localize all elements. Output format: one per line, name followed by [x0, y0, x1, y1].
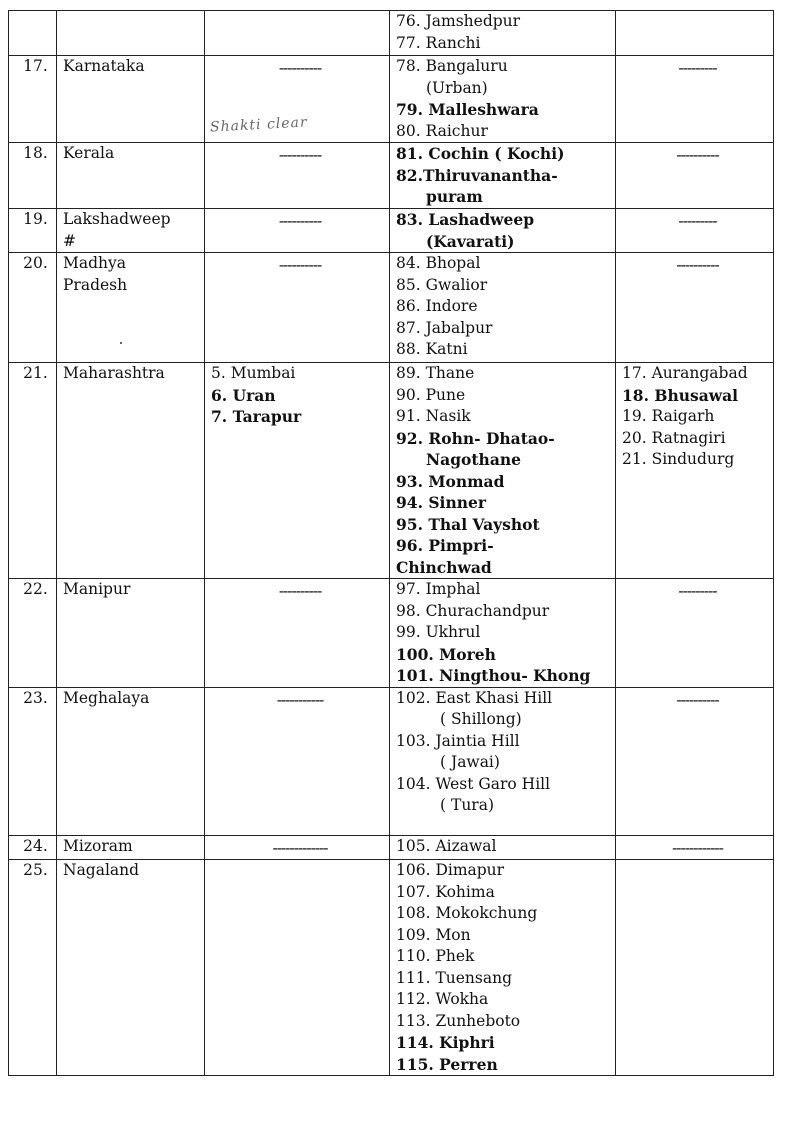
list-item: 95. Thal Vayshot: [396, 514, 540, 534]
state-name: Mizoram: [63, 836, 133, 855]
list-item: 109. Mon: [396, 925, 471, 944]
list-item: 85. Gwalior: [396, 275, 488, 294]
column-5-cell: [616, 11, 774, 56]
list-item: 5. Mumbai: [211, 364, 296, 382]
nil-dash: ---------: [678, 582, 717, 600]
serial-number-cell: [9, 11, 57, 56]
list-item: Chinchwad: [396, 557, 492, 577]
list-item: 112. Wokha: [396, 990, 489, 1008]
list-item: 97. Imphal: [396, 580, 481, 598]
list-item: 96. Pimpri-: [396, 536, 494, 555]
list-item: 76. Jamshedpur: [396, 12, 521, 30]
list-item: 104. West Garo Hill: [396, 774, 551, 793]
state-name-cell: [57, 143, 205, 209]
table-row: [9, 253, 774, 363]
column-5-cell: [616, 143, 774, 209]
serial-number: 19.: [23, 210, 48, 228]
serial-number: 18.: [23, 144, 48, 162]
list-item: 105. Aizawal: [396, 836, 497, 855]
list-item: (Urban): [426, 78, 488, 97]
district-list-cell: [390, 11, 616, 56]
list-item: 83. Lashadweep: [396, 210, 535, 229]
serial-number: 23.: [23, 688, 48, 707]
nil-dash: ----------: [278, 256, 322, 274]
handwritten-scribble: Shakti clear: [209, 114, 308, 136]
serial-number-cell: [9, 579, 57, 688]
column-3-cell: [205, 11, 390, 56]
list-item: 7. Tarapur: [211, 407, 302, 426]
nil-dash: ----------: [278, 146, 322, 164]
serial-number-cell: [9, 363, 57, 579]
column-3-cell: [205, 687, 390, 835]
column-3-cell: [205, 835, 390, 860]
list-item: 81. Cochin ( Kochi): [396, 144, 565, 163]
district-list-cell: [390, 363, 616, 579]
state-name: Madhya: [63, 254, 127, 272]
list-item: 90. Pune: [396, 385, 466, 404]
list-item: ( Jawai): [440, 753, 500, 771]
list-item: 79. Malleshwara: [396, 100, 539, 119]
list-item: 111. Tuensang: [396, 968, 513, 987]
nil-dash: ----------: [278, 212, 322, 230]
serial-number: 17.: [23, 57, 48, 75]
state-name-cell: [57, 209, 205, 253]
serial-number-cell: [9, 687, 57, 835]
table-row: [9, 56, 774, 143]
table-row: [9, 579, 774, 688]
column-5-cell: [616, 579, 774, 688]
list-item: ( Shillong): [440, 710, 522, 728]
list-item: 17. Aurangabad: [622, 364, 748, 382]
list-item: 91. Nasik: [396, 407, 471, 425]
list-item: 114. Kiphri: [396, 1033, 495, 1052]
state-name: Manipur: [63, 580, 131, 598]
list-item: 6. Uran: [211, 385, 276, 405]
nil-dash: ----------: [278, 59, 322, 77]
list-item: 98. Churachandpur: [396, 601, 550, 620]
list-item: 99. Ukhrul: [396, 623, 481, 641]
list-item: 80. Raichur: [396, 121, 488, 140]
state-district-table: [8, 10, 774, 1076]
nil-dash: ----------: [676, 690, 719, 709]
nil-dash: ----------: [676, 146, 719, 164]
nil-dash: ----------: [278, 582, 322, 600]
district-list-cell: [390, 253, 616, 363]
state-name: Kerala: [63, 144, 115, 162]
column-3-cell: [205, 579, 390, 688]
district-list-cell: [390, 579, 616, 688]
list-item: 100. Moreh: [396, 644, 496, 664]
list-item: 77. Ranchi: [396, 33, 481, 52]
state-name-cell: [57, 363, 205, 579]
list-item: 18. Bhusawal: [622, 385, 739, 405]
table-row: [9, 363, 774, 579]
serial-number-cell: [9, 143, 57, 209]
serial-number: 24.: [23, 836, 48, 855]
state-name-cell: [57, 579, 205, 688]
list-item: 108. Mokokchung: [396, 904, 538, 922]
list-item: 110. Phek: [396, 947, 475, 965]
district-list-cell: [390, 860, 616, 1076]
state-name-cell: [57, 835, 205, 860]
list-item: 107. Kohima: [396, 882, 495, 901]
list-item: 19. Raigarh: [622, 407, 715, 425]
list-item: 115. Perren: [396, 1054, 498, 1074]
column-5-cell: [616, 687, 774, 835]
serial-number: 25.: [23, 861, 48, 879]
nil-dash: ---------: [678, 212, 717, 230]
nil-dash: ---------: [678, 59, 717, 77]
list-item: 93. Monmad: [396, 471, 505, 491]
state-name: Lakshadweep: [63, 210, 171, 228]
column-5-cell: [616, 56, 774, 143]
district-list-cell: [390, 687, 616, 835]
list-item: 82.Thiruvanantha-: [396, 165, 558, 185]
state-name: Karnataka: [63, 57, 145, 75]
nil-dash: -----------: [276, 690, 324, 709]
serial-number-cell: [9, 835, 57, 860]
list-item: 106. Dimapur: [396, 861, 505, 879]
table-body: [9, 11, 774, 1076]
state-name-cell: [57, 253, 205, 363]
table-row: [9, 687, 774, 835]
list-item: puram: [426, 187, 483, 206]
serial-number-cell: [9, 860, 57, 1076]
column-5-cell: [616, 835, 774, 860]
table-row: [9, 11, 774, 56]
list-item: 86. Indore: [396, 297, 478, 315]
serial-number-cell: [9, 253, 57, 363]
column-3-cell: [205, 143, 390, 209]
list-item: ( Tura): [440, 796, 494, 814]
nil-dash: -------------: [272, 838, 328, 857]
state-name-cell: [57, 687, 205, 835]
list-item: 101. Ningthou- Khong: [396, 666, 591, 685]
state-name-cell: [57, 11, 205, 56]
list-item: 102. East Khasi Hill: [396, 688, 553, 707]
list-item: 87. Jabalpur: [396, 318, 493, 337]
column-5-cell: [616, 860, 774, 1076]
list-item: 103. Jaintia Hill: [396, 731, 520, 750]
list-item: 78. Bangaluru: [396, 57, 508, 75]
column-5-cell: [616, 209, 774, 253]
state-name: Nagaland: [63, 861, 140, 879]
list-item: 113. Zunheboto: [396, 1011, 521, 1030]
district-list-cell: [390, 143, 616, 209]
serial-number: 22.: [23, 580, 48, 598]
list-item: (Kavarati): [426, 231, 515, 251]
serial-number: 20.: [23, 254, 48, 272]
list-item: 20. Ratnagiri: [622, 428, 726, 447]
list-item: 21. Sindudurg: [622, 450, 735, 468]
state-name-cell: [57, 56, 205, 143]
district-list-cell: [390, 835, 616, 860]
nil-dash: ----------: [676, 256, 719, 274]
state-name-line2: Pradesh: [63, 275, 128, 294]
list-item: 92. Rohn- Dhatao-: [396, 428, 555, 448]
state-name: Maharashtra: [63, 364, 165, 382]
column-3-cell: [205, 363, 390, 579]
state-name-line2: #: [63, 231, 76, 250]
table-row: [9, 860, 774, 1076]
column-5-cell: [616, 253, 774, 363]
list-item: Nagothane: [426, 450, 521, 469]
scan-speck: [120, 342, 122, 344]
table-row: [9, 143, 774, 209]
list-item: 94. Sinner: [396, 493, 487, 512]
column-5-cell: [616, 363, 774, 579]
nil-dash: ------------: [672, 838, 723, 857]
column-3-cell: [205, 253, 390, 363]
serial-number: 21.: [23, 364, 48, 382]
table-row: [9, 209, 774, 253]
column-3-cell: [205, 209, 390, 253]
serial-number-cell: [9, 209, 57, 253]
table-row: [9, 835, 774, 860]
serial-number-cell: [9, 56, 57, 143]
list-item: 84. Bhopal: [396, 254, 481, 272]
district-list-cell: [390, 209, 616, 253]
list-item: 89. Thane: [396, 364, 475, 382]
district-list-cell: [390, 56, 616, 143]
state-name-cell: [57, 860, 205, 1076]
state-name: Meghalaya: [63, 688, 150, 707]
column-3-cell: [205, 860, 390, 1076]
list-item: 88. Katni: [396, 340, 468, 358]
